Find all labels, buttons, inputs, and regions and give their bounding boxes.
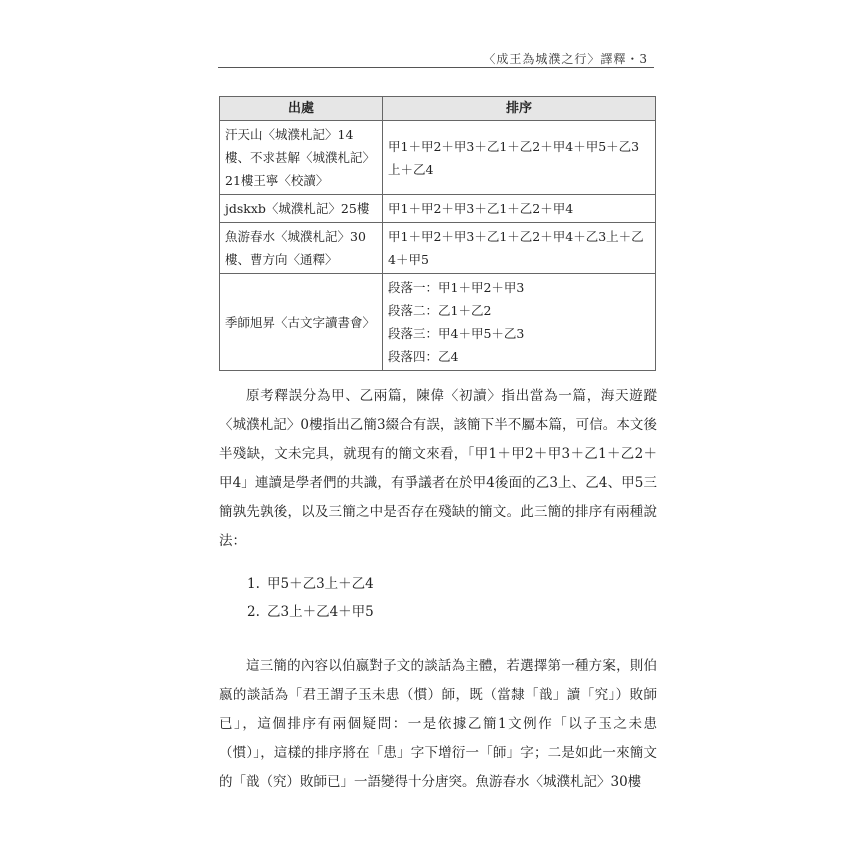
paragraph-text: 原考釋誤分為甲、乙兩篇，陳偉〈初讀〉指出當為一篇，海天遊蹤〈城濮札記〉0樓指出乙簡3綴合有誤，該簡下半不屬本篇，可信。本文後半殘缺，文未完具，就現有的簡文來看，「甲1＋甲2＋甲3＋乙1＋乙2＋甲4」連讀是學者們的共識，有爭議者在於甲4後面的乙3上、乙4、甲5三簡孰先孰後，以及三簡之中是否存在殘缺的簡文。此三簡的排序有兩種說法： (219, 388, 657, 549)
list-item (247, 570, 374, 598)
running-header: 〈成王為城濮之行〉譯釋・3 (483, 52, 648, 66)
table-row (220, 121, 656, 195)
segment-line: 段落四：乙4 (388, 349, 459, 364)
table-row (220, 195, 656, 223)
source-cell: jdskxb〈城濮札記〉25樓 (220, 195, 383, 223)
table-row (220, 274, 656, 371)
source-cell: 汗天山〈城濮札記〉14樓、不求甚解〈城濮札記〉21樓王寧〈校讀〉 (220, 121, 383, 195)
segment-line: 段落三：甲4＋甲5＋乙3 (388, 326, 525, 341)
column-header-source: 出處 (220, 97, 383, 121)
order-table (219, 96, 656, 371)
list-item-number: 2. (247, 604, 260, 620)
list-item-number: 1. (247, 576, 260, 592)
paragraph-text: 這三簡的內容以伯嬴對子文的談話為主體，若選擇第一種方案，則伯嬴的談話為「君王謂子玉未患（慣）師，既（當隸「戠」讀「究」）敗師已」，這個排序有兩個疑問：一是依據乙簡1文例作「以子玉之未患（慣）」，這樣的排序將在「患」字下增衍一「師」字；二是如此一來簡文的「戠（究）敗師已」一語變得十分唐突。魚游春水〈城濮札記〉30樓 (219, 658, 657, 790)
order-cell: 甲1＋甲2＋甲3＋乙1＋乙2＋甲4 (383, 195, 656, 223)
column-header-order: 排序 (383, 97, 656, 121)
ordering-options-list (247, 570, 374, 626)
list-item-text: 乙3上＋乙4＋甲5 (267, 604, 374, 620)
order-cell: 甲1＋甲2＋甲3＋乙1＋乙2＋甲4＋乙3上＋乙4＋甲5 (383, 223, 656, 274)
order-cell (383, 274, 656, 371)
segment-line: 段落二：乙1＋乙2 (388, 303, 492, 318)
body-paragraph-1 (219, 382, 657, 556)
table-row (220, 223, 656, 274)
list-item-text: 甲5＋乙3上＋乙4 (267, 576, 374, 592)
segment-line: 段落一：甲1＋甲2＋甲3 (388, 280, 525, 295)
table-header-row (220, 97, 656, 121)
source-cell: 魚游春水〈城濮札記〉30樓、曹方向〈通釋〉 (220, 223, 383, 274)
body-paragraph-2 (219, 652, 657, 797)
list-item (247, 598, 374, 626)
order-cell: 甲1＋甲2＋甲3＋乙1＋乙2＋甲4＋甲5＋乙3上＋乙4 (383, 121, 656, 195)
header-rule (218, 67, 654, 68)
source-cell: 季師旭昇〈古文字讀書會〉 (220, 274, 383, 371)
